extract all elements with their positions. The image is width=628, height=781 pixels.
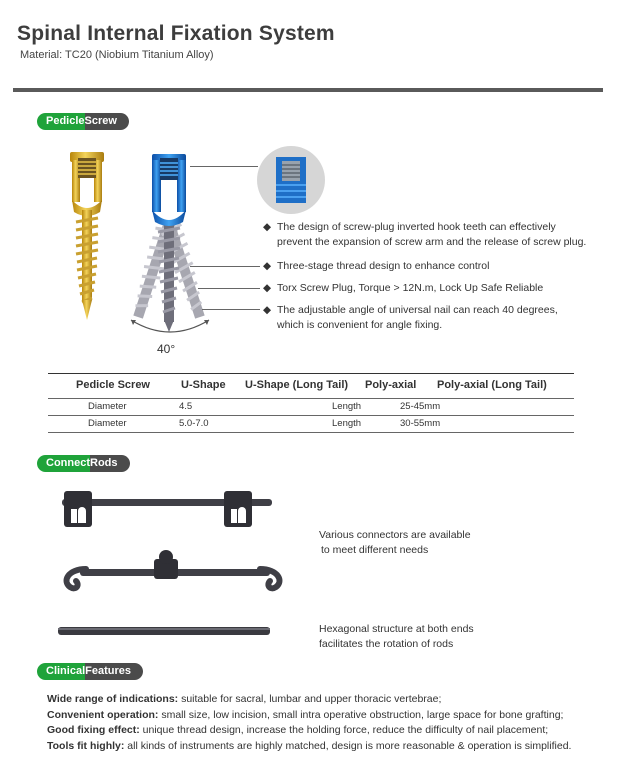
table-cell: Length (332, 418, 362, 429)
feature-title: Wide range of indications: (47, 693, 179, 705)
spec-table (48, 373, 574, 433)
table-row (48, 399, 574, 416)
hexagonal-rod-image (56, 623, 274, 639)
connectors-note (319, 528, 471, 558)
bullet-text: The design of screw-plug inverted hook teeth can effectively (277, 221, 556, 233)
table-cell: Diameter (88, 401, 127, 412)
table-cell: 5.0-7.0 (179, 418, 209, 429)
section-label-dark: Screw (85, 113, 129, 130)
material-subtitle: Material: TC20 (Niobium Titanium Alloy) (20, 49, 214, 61)
diamond-icon: ◆ (263, 221, 272, 233)
pedicle-bullet (263, 220, 586, 250)
callout-line (190, 266, 260, 267)
table-cell: 4.5 (179, 401, 193, 412)
table-cell: Length (332, 401, 362, 412)
pedicle-bullet (263, 259, 489, 274)
bullet-text: Torx Screw Plug, Torque > 12N.m, Lock Up Safe Reliable (277, 282, 544, 294)
diamond-icon: ◆ (263, 304, 272, 316)
feature-text: suitable for sacral, lumbar and upper thoracic vertebrae; (178, 693, 442, 705)
callout-line (198, 288, 260, 289)
table-cell: 25-45mm (400, 401, 441, 412)
u-shape-screw-image (62, 150, 112, 322)
angle-arc (125, 300, 215, 340)
feature-text: unique thread design, increase the holding force, reduce the difficulty of nail placement; (139, 724, 549, 736)
diamond-icon: ◆ (263, 260, 272, 272)
pedicle-bullet (263, 281, 543, 296)
hook-connector-image (60, 547, 285, 592)
clinical-features-list (47, 692, 617, 754)
section-label-pedicle-screw (37, 113, 129, 130)
diamond-icon: ◆ (263, 282, 272, 294)
list-item (47, 708, 617, 724)
table-cell: Diameter (88, 418, 127, 429)
column-header: Pedicle Screw (76, 379, 150, 391)
feature-title: Good fixing effect: (47, 724, 140, 736)
spec-table-header (48, 373, 574, 399)
section-label-clinical-features (37, 663, 143, 680)
section-label-dark: Rods (90, 455, 130, 472)
note-text: facilitates the rotation of rods (319, 638, 454, 650)
table-cell: 30-55mm (400, 418, 441, 429)
bullet-text: prevent the expansion of screw arm and the release of screw plug. (277, 236, 587, 248)
note-text: to meet different needs (321, 544, 429, 556)
column-header: Poly-axial (Long Tail) (437, 379, 547, 391)
note-text: Hexagonal structure at both ends (319, 623, 474, 635)
page-title: Spinal Internal Fixation System (17, 22, 335, 45)
section-label-green: Clinical (37, 663, 85, 680)
list-item (47, 723, 617, 739)
feature-text: small size, low incision, small intra operative obstruction, large space for bone grafting; (158, 708, 564, 721)
list-item (47, 739, 617, 755)
column-header: U-Shape (Long Tail) (245, 379, 349, 391)
column-header: Poly-axial (365, 379, 417, 391)
angle-label: 40° (157, 342, 176, 356)
pedicle-bullet (263, 303, 558, 333)
bullet-text: which is convenient for angle fixing. (277, 319, 443, 331)
note-text: Various connectors are available (319, 529, 471, 541)
section-label-green: Pedicle (37, 113, 85, 130)
section-label-dark: Features (85, 663, 143, 680)
list-item (47, 692, 617, 708)
bullet-text: The adjustable angle of universal nail can reach 40 degrees, (277, 304, 558, 316)
feature-title: Convenient operation: (47, 708, 159, 721)
column-header: U-Shape (181, 379, 226, 391)
table-row (48, 416, 574, 433)
bullet-text: Three-stage thread design to enhance control (277, 260, 490, 272)
callout-line (190, 166, 258, 167)
feature-text: all kinds of instruments are highly matched, design is more reasonable & operation is simplified. (124, 739, 572, 752)
section-label-connect-rods (37, 455, 130, 472)
callout-line (202, 309, 260, 310)
hexagonal-note (319, 622, 474, 652)
section-label-green: Connect (37, 455, 90, 472)
screw-plug-detail-image (256, 145, 326, 215)
header-divider (13, 88, 603, 92)
rod-connector-image (58, 485, 278, 530)
feature-title: Tools fit highly: (47, 739, 125, 752)
